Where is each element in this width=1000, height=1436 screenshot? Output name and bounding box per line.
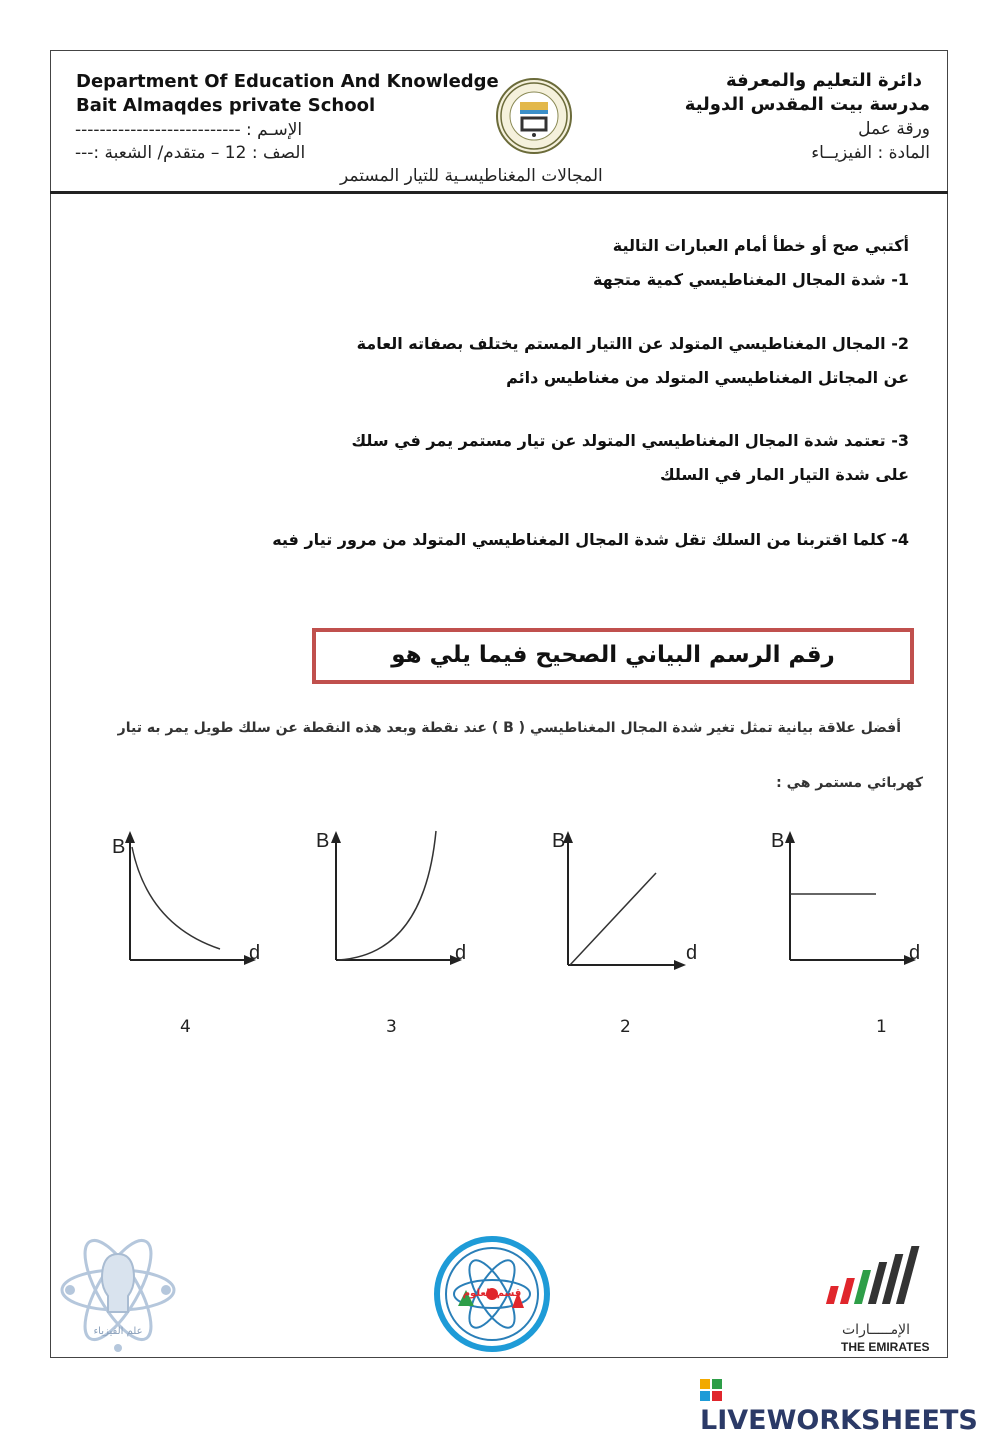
y-arrow bbox=[331, 831, 341, 843]
y-label: B bbox=[316, 830, 330, 852]
science-logo-text: قسم العلوم bbox=[462, 1288, 522, 1299]
liveworksheets-brand[interactable] bbox=[700, 1374, 1000, 1436]
physics-logo-text: علم الفيزياء bbox=[93, 1326, 143, 1337]
question-line1: أفضل علاقة بيانية تمثل تغير شدة المجال المغناطيسي ( B ) عند نقطة وبعد هذه النقطة عن سلك طويل يمر به تيار bbox=[117, 720, 901, 736]
school-ar: مدرسة بيت المقدس الدولية bbox=[684, 94, 930, 115]
statement-1: 1- شدة المجال المغناطيسي كمية متجهة bbox=[592, 270, 909, 289]
y-arrow bbox=[125, 831, 135, 843]
science-dept-logo bbox=[434, 1236, 550, 1352]
question-line2: كهربائي مستمر هي : bbox=[776, 775, 923, 791]
physics-atom-logo bbox=[58, 1230, 178, 1356]
statement-4: 4- كلما اقتربنا من السلك تقل شدة المجال المغناطيسي المتولد من مرور تيار فيه bbox=[272, 530, 909, 549]
instruction: أكتبي صح أو خطأ أمام العبارات التالية bbox=[612, 236, 909, 255]
dept-ar: دائرة التعليم والمعرفة bbox=[725, 70, 922, 91]
graph-1-number: 1 bbox=[876, 1017, 887, 1037]
graph-1[interactable] bbox=[768, 825, 928, 975]
y-arrow bbox=[785, 831, 795, 843]
x-label: d bbox=[686, 942, 698, 964]
graph-4[interactable] bbox=[108, 825, 268, 975]
emirates-en: THE EMIRATES bbox=[841, 1340, 930, 1354]
graph-2[interactable] bbox=[546, 825, 706, 975]
statement-2-line2: عن المجاتل المغناطيسي المتولد من مغناطيس دائم bbox=[506, 368, 909, 387]
x-arrow bbox=[674, 960, 686, 970]
curve-inverse bbox=[132, 847, 220, 949]
liveworksheets-icon bbox=[700, 1377, 722, 1399]
y-label: B bbox=[552, 830, 566, 852]
statement-2-line1: 2- المجال المغناطيسي المتولد عن االتيار المستم يختلف بصفاته العامة bbox=[356, 334, 909, 353]
school-seal-logo bbox=[496, 78, 572, 154]
question-title-box bbox=[312, 628, 914, 684]
school-en: Bait Almaqdes private School bbox=[76, 95, 376, 116]
name-field[interactable]: الإسـم : --------------------------- bbox=[75, 120, 303, 140]
curve-increasing bbox=[338, 831, 436, 960]
x-label: d bbox=[249, 942, 261, 964]
graph-4-number: 4 bbox=[180, 1017, 191, 1037]
line-linear bbox=[570, 873, 656, 965]
question-title: رقم الرسم البياني الصحيح فيما يلي هو bbox=[391, 642, 835, 668]
emirates-logo-mark bbox=[838, 1244, 940, 1314]
graph-2-number: 2 bbox=[620, 1017, 631, 1037]
x-label: d bbox=[455, 942, 467, 964]
y-label: B bbox=[112, 836, 126, 858]
subject-label: المادة : الفيزيــاء bbox=[811, 143, 930, 163]
emirates-ar: الإمـــــارات bbox=[842, 1322, 910, 1338]
header-divider bbox=[50, 191, 948, 194]
y-label: B bbox=[771, 830, 785, 852]
graph-3-number: 3 bbox=[386, 1017, 397, 1037]
liveworksheets-text: LIVEWORKSHEETS bbox=[700, 1405, 978, 1436]
x-label: d bbox=[909, 942, 921, 964]
dept-en: Department Of Education And Knowledge bbox=[76, 71, 499, 92]
topic-title: المجالات المغناطيسـية للتيار المستمر bbox=[340, 166, 603, 186]
worksheet-label: ورقة عمل bbox=[858, 119, 930, 139]
graph-3[interactable] bbox=[314, 825, 474, 975]
statement-3-line1: 3- تعتمد شدة المجال المغناطيسي المتولد عن تيار مستمر يمر في سلك bbox=[351, 431, 909, 450]
class-field[interactable]: الصف : 12 – متقدم/ الشعبة :--- bbox=[75, 143, 306, 163]
statement-3-line2: على شدة التيار المار في السلك bbox=[660, 465, 909, 484]
